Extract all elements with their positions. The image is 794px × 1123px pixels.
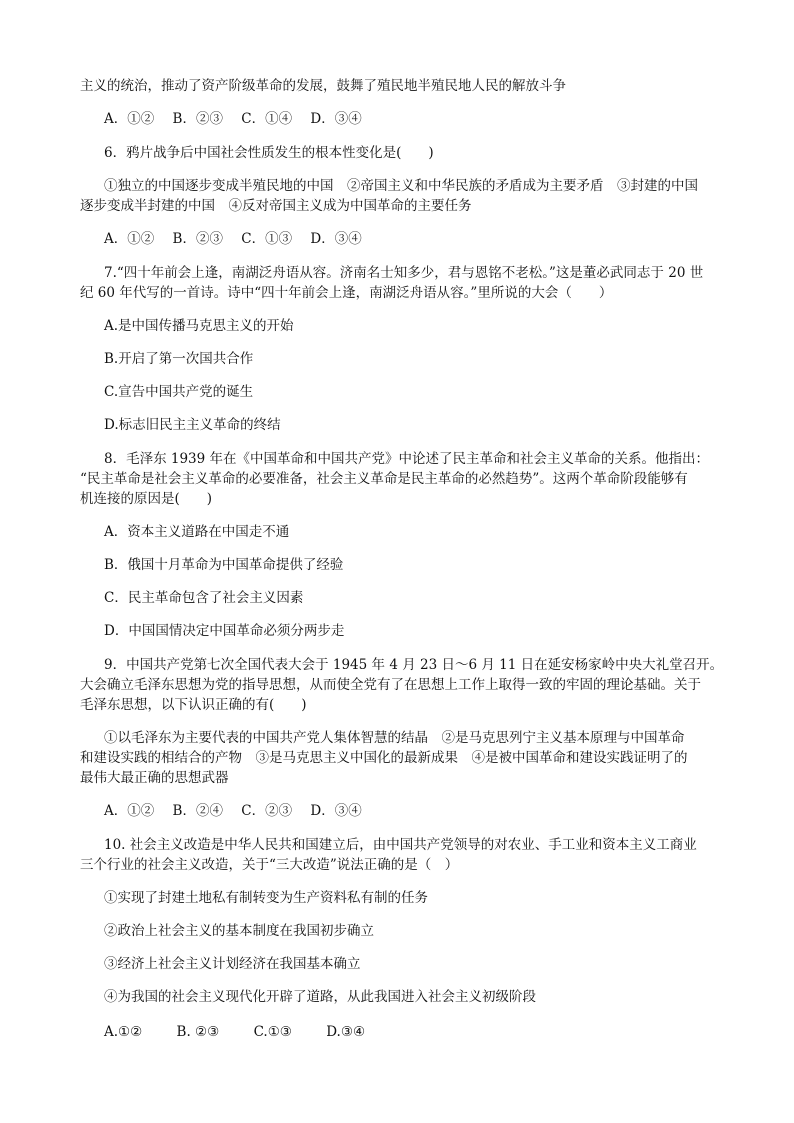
q9-items-line1: ①以毛泽东为主要代表的中国共产党人集体智慧的结晶 ②是马克思列宁主义基本原理与中国革命 [104,730,685,746]
q10-item-1: ①实现了封建土地私有制转变为生产资料私有制的任务 [104,890,428,906]
q8-stem-line3: 机连接的原因是( ) [80,491,213,507]
q5-options [104,109,376,129]
q10-stem-line1: 10. 社会主义改造是中华人民共和国建立后，由中国共产党领导的对农业、手工业和资本主义工商业 [104,837,697,853]
q8-option-d[interactable]: D．中国国情决定中国革命必须分两步走 [104,623,345,639]
q5-option-c[interactable]: C．①④ [241,111,293,127]
q9-option-d[interactable]: D．③④ [310,803,362,819]
q9-stem-line3: 毛泽东思想，以下认识正确的有( ) [80,697,307,713]
q10-item-2: ②政治上社会主义的基本制度在我国初步确立 [104,923,374,939]
q10-stem-line2: 三个行业的社会主义改造，关于“三大改造”说法正确的是（ ） [80,857,459,873]
q10-option-a[interactable]: A.①② [104,1024,143,1040]
q6-option-a[interactable]: A．①② [104,231,155,247]
q6-option-c[interactable]: C．①③ [241,231,293,247]
q9-options [104,801,376,821]
q8-stem-line1: 8．毛泽东 1939 年在《中国革命和中国共产党》中论述了民主革命和社会主义革命的关系。他指出： [104,451,710,467]
q5-option-a[interactable]: A．①② [104,111,155,127]
q9-option-a[interactable]: A．①② [104,803,155,819]
q6-option-b[interactable]: B．②③ [172,231,223,247]
q10-option-d[interactable]: D.③④ [326,1024,366,1040]
q6-items-line1: ①独立的中国逐步变成半殖民地的中国 ②帝国主义和中华民族的矛盾成为主要矛盾 ③封建的中国 [104,178,698,194]
q8-option-c[interactable]: C．民主革命包含了社会主义因素 [104,590,304,606]
q6-stem: 6．鸦片战争后中国社会性质发生的根本性变化是( ) [104,145,434,161]
q5-option-d[interactable]: D．③④ [310,111,362,127]
q7-option-a[interactable]: A.是中国传播马克思主义的开始 [104,318,294,334]
q9-option-b[interactable]: B．②④ [172,803,223,819]
q10-option-c[interactable]: C.①③ [253,1024,292,1040]
q9-stem-line1: 9．中国共产党第七次全国代表大会于 1945 年 4 月 23 日～6 月 11 日在延安杨家岭中央大礼堂召开。 [104,657,724,673]
q7-option-d[interactable]: D.标志旧民主主义革命的终结 [104,417,281,433]
q7-option-c[interactable]: C.宣告中国共产党的诞生 [104,384,254,400]
q7-option-b[interactable]: B.开启了第一次国共合作 [104,351,254,367]
q6-items-line2: 逐步变成半封建的中国 ④反对帝国主义成为中国革命的主要任务 [80,198,472,214]
q5-option-b[interactable]: B．②③ [172,111,223,127]
q10-options [104,1022,395,1042]
q10-option-b[interactable]: B. ②③ [176,1024,220,1040]
q9-stem-line2: 大会确立毛泽东思想为党的指导思想，从而使全党有了在思想上工作上取得一致的牢固的理论基础。关于 [80,677,701,693]
q6-options [104,229,376,249]
q9-items-line3: 最伟大最正确的思想武器 [80,770,229,786]
q7-stem-line1: 7.“四十年前会上逢，南湖泛舟语从容。济南名士知多少，君与恩铭不老松。”这是董必武同志于 20 世 [104,265,704,281]
q9-items-line2: 和建设实践的相结合的产物 ③是马克思主义中国化的最新成果 ④是被中国革命和建设实践证明了的 [80,750,688,766]
q6-option-d[interactable]: D．③④ [310,231,362,247]
q10-item-4: ④为我国的社会主义现代化开辟了道路，从此我国进入社会主义初级阶段 [104,989,536,1005]
q7-stem-line2: 纪 60 年代写的一首诗。诗中“四十年前会上逢，南湖泛舟语从容。”里所说的大会（ ） [80,285,613,301]
q10-item-3: ③经济上社会主义计划经济在我国基本确立 [104,956,361,972]
q5-stem-tail: 主义的统治，推动了资产阶级革命的发展，鼓舞了殖民地半殖民地人民的解放斗争 [80,78,566,94]
q8-stem-line2: “民主革命是社会主义革命的必要准备，社会主义革命是民主革命的必然趋势”。这两个革命阶段能够有 [80,471,688,487]
q8-option-b[interactable]: B．俄国十月革命为中国革命提供了经验 [104,557,344,573]
q9-option-c[interactable]: C．②③ [241,803,293,819]
q8-option-a[interactable]: A．资本主义道路在中国走不通 [104,524,290,540]
